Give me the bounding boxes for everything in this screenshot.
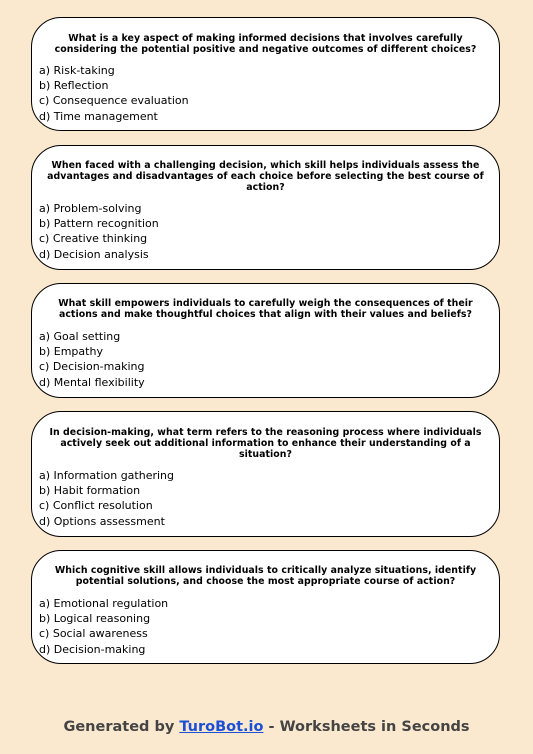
option-a: a) Emotional regulation [39, 597, 169, 610]
option-c: c) Creative thinking [39, 232, 148, 246]
option-d: d) Time management [39, 109, 158, 123]
options-list [39, 201, 159, 262]
question-text: What is a key aspect of making informed decisions that involves carefully considering the potential positive and negative outcomes of different choices? [54, 33, 477, 55]
option-c: c) Conflict resolution [39, 499, 153, 513]
option-d: d) Options assessment [39, 514, 165, 528]
question-card [31, 411, 500, 537]
question-text: In decision-making, what term refers to the reasoning process where individuals actively seek out additional information to enhance their understanding of a situation? [49, 427, 482, 460]
question-text: What skill empowers individuals to carefully weigh the consequences of their actions and make thoughtful choices that align with their values and beliefs? [58, 298, 473, 320]
options-list [39, 596, 168, 657]
question-card [31, 283, 500, 398]
option-d: d) Decision-making [39, 642, 146, 656]
option-b: b) Habit formation [39, 484, 141, 498]
options-list [39, 63, 189, 124]
option-c: c) Social awareness [39, 627, 148, 641]
footer-prefix: Generated by [63, 719, 180, 735]
option-a: a) Information gathering [39, 469, 175, 482]
option-b: b) Pattern recognition [39, 217, 159, 231]
turobot-link[interactable]: TuroBot.io [179, 719, 264, 735]
option-c: c) Consequence evaluation [39, 94, 189, 108]
option-b: b) Reflection [39, 79, 109, 93]
option-a: a) Problem-solving [39, 202, 142, 215]
option-d: d) Mental flexibility [39, 375, 145, 389]
option-c: c) Decision-making [39, 360, 145, 374]
option-a: a) Goal setting [39, 330, 121, 343]
options-list [39, 329, 145, 390]
option-a: a) Risk-taking [39, 64, 115, 77]
question-card [31, 145, 500, 270]
question-card [31, 550, 500, 664]
option-b: b) Logical reasoning [39, 612, 151, 626]
options-list [39, 468, 174, 529]
question-text: When faced with a challenging decision, which skill helps individuals assess the advantages and disadvantages of each choice before selecting the best course of action? [47, 160, 484, 193]
question-text: Which cognitive skill allows individuals to critically analyze situations, identify potential solutions, and choose the most appropriate course of action? [54, 565, 477, 587]
option-b: b) Empathy [39, 345, 103, 359]
option-d: d) Decision analysis [39, 247, 149, 261]
footer-suffix: - Worksheets in Seconds [263, 719, 470, 735]
footer-credit [0, 719, 533, 735]
question-card [31, 17, 500, 131]
